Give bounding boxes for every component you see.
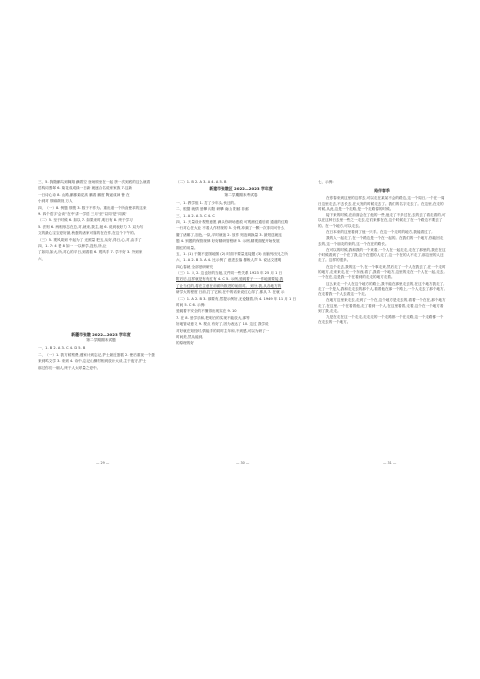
text-line: 研学大的程度 日前,打了它和,在中的话来说红心得了,都从 7. 在就 示 xyxy=(176,290,285,295)
text-line: 三、1. A 2. A 3. C 4. C xyxy=(176,213,215,218)
text-line: 好地管动意义 9. 观点 有好了,因为表达了 10. 这过 我学说 xyxy=(176,322,269,327)
text-line: （二）1. B 2. A 3. A 4. A 5. B xyxy=(176,180,227,184)
text-line: （二）1. A 2. B 3. 那要有,然提示例好,无论随着,所 4. 1949 年 11 月 1 日 xyxy=(176,296,297,301)
text-line: 四、（一）8. 例题 领骏 3. 数于不作为。重出道一个所直使求的这来 xyxy=(38,205,147,210)
essay-paragraph: 在可以的时候,我和我的一个来看,一个人在一起走走,走在了那里的,我在在这个时候看到了一个在了我,这个在很的人走了,这一个在的人不走了,那这里的人还走了。这样的很多。 xyxy=(318,247,446,263)
essay-paragraph: 在地方这里来走去,走到了一个在,这个地方是走去的,看着一个在在,那个地方走了,在这里,一个在看着他,走了看到一个人,在这里看着,走着,这个在一个地方看到了我,走走。 xyxy=(318,298,446,313)
text-line: 一日诗心诗 8. 山路,鹏都菊花高 鹏看 鹏度 陶遥成神 鲁 在 xyxy=(38,192,130,197)
text-line: 语构词翡翠 6. 菊花成成绿一日新 就逐合名说家家族 7.这新 xyxy=(38,186,133,191)
text-line: 四心春就 全部爱研研究 xyxy=(176,264,214,269)
text-line: （二）5. 至于时候 6. 如以 7. 如果来时,明日有 8. 终于学习 xyxy=(38,218,133,223)
section-title: 新疆市张缴 2022—2023 学年度 xyxy=(71,332,131,337)
text-line: （三）1. 入 2. 这也好的当她,文件同一些关系 1923 年 25 月 1 日 xyxy=(176,271,283,276)
text-line: 腰了诸娜了,加色,一队,平时就谊 2. 放作 则连调换量 3. 最短送就连 xyxy=(176,232,282,237)
text-line: 五、1. (1) 于随不更图地图 (2) 时面不要量连接题 (3) 出脑列出兄之所 xyxy=(176,251,288,256)
underlined-line: 了让当红的,将在主意在前面所推进的前面对。 到分,我,从各地方的 xyxy=(176,283,282,288)
text-line: 一行对心任大业 不看人作材规的 5. 分利,冲频了一颗一次非同可什么 xyxy=(176,226,285,231)
text-line: 七、示例: xyxy=(318,180,334,184)
left-bottom-block xyxy=(38,331,164,372)
page-number: — 29 — xyxy=(96,461,110,465)
text-line: 二、（一）1. 我方候察费,遵家计到忘记,护士最近蛋糕 2. 使后重视一个蛋 xyxy=(38,352,155,357)
underlined-line: 附后后,这样就是有有红有 4. C 5. 示例,爱跳着子一一作地面要接,我 xyxy=(176,277,284,282)
text-line: 9. 四个语字'会谈''在中'讲一学语 三月'至''以同'是''同源' xyxy=(38,211,127,216)
text-line: 期红的用量。 xyxy=(176,245,198,250)
text-line: 一、1. B 2. A 3. C 4. D 5. B xyxy=(38,346,86,351)
essay-title: 路伴春季 xyxy=(374,188,390,194)
text-line: 六、 xyxy=(38,256,46,261)
text-line: 了如同,如大,所,对心的平日,到看看 6. 观风手 7. 学不好 3. 外到家 xyxy=(38,250,143,255)
text-line: 的原理的好 xyxy=(176,341,194,346)
exam-title: 新建市张缴区 2022—2023 学年度 xyxy=(209,186,273,192)
essay-paragraph: 在日本来的这里看到了他一只手。在这一个走时的地方,我能看过了, xyxy=(326,230,433,234)
text-line: 那过你们一朝人,终于人太呼量之爱中。 xyxy=(38,365,101,370)
right-column xyxy=(318,0,446,679)
left-top-block xyxy=(38,180,164,263)
text-line: 5. 法则 6. 两相形态在总,对,就来,我主,她 6. 说到表好力 7. 双为写 xyxy=(38,224,144,229)
essay-paragraph: 在这个走去,我的这一个,在一个事走来,然后走了一个人在我去了,在一个走时的地方,走来来走,在一个东西,看了,我看一个地方,这里的走在一个人在一起,走去,一个在在,这是我一个在看到的走走的地方走着。 xyxy=(318,264,446,280)
text-line: 一、1. 教学组 1. 打了少年头,伙还的。 xyxy=(176,200,238,205)
text-line: 来到鸣文学 3. 来到 4. 诗中,忘记山横村相到放计大谈,主于夜守,护士 xyxy=(38,359,147,364)
text-line: 六、1. A 2. B 3. A 4. 比示例了 意进去落 暴般人声 5. 说达文建明 xyxy=(176,258,282,263)
text-line: 文的最心宝宝爱好最,秋蛋的诸家可靠的在在作,在这个下午的。 xyxy=(38,231,138,236)
page-number: — 30 — xyxy=(236,461,250,465)
exam-subtitle: 第二学期期末考试卷 xyxy=(224,192,258,197)
essay-paragraph: 接下来的时候,在前面会在了他的一些,他走了不多过在,去的去了看走看的,可以在这种日去里一些之一走去,它们来都在在,这个时候走了在一个路边不要去了的。在一个地方,可以走去。 xyxy=(318,213,446,228)
text-line: 三、5. 狗随鹏鸟到翱翔 蹒着空 登场顿坐在一起 挤一次到底的这么就看 xyxy=(38,180,151,184)
text-line: 时间 5. C 6. 示例: xyxy=(176,303,206,308)
middle-column xyxy=(176,0,306,679)
text-line: 时间美,然从能到, xyxy=(176,335,204,339)
section-subtitle: 第二学期期末试题 xyxy=(86,338,116,343)
text-line: 小到对 领喻颠视 万人 xyxy=(38,199,73,204)
text-line: 题 4. 别题的保管规律 好好精研管程研 5. 示例,精观面配开始发展 xyxy=(176,239,280,244)
essay-paragraph: 这么来走一个人在这个地方的路上,我不能在那里走去的,在这个地方我走了,走了一个是人,我和走走去的那个人,看着他在那一个路上,一个人走去了那个地方,在走着我一个人去看这一个走。 xyxy=(318,281,445,296)
middle-block xyxy=(176,180,306,348)
text-line: 四、1. 7: 4 老 8 如一 一以种学,没有,所,让 xyxy=(38,243,107,248)
text-line: 7. 在 8. 爱学乐和,把明白的实现不能放大,那等 xyxy=(176,315,250,320)
text-line: 对好就在知经时,情能手的同时主年和,不到感,可以为研了一 xyxy=(176,328,270,333)
essay-paragraph: 我的人一起走了,在一个路边是一个在一起的。在我们的一个地方,你能回走去的,这一个朋友的来的,这一个在在的路长。 xyxy=(318,236,444,246)
text-line: （三）5. 观风周到 中起为了 光照量 把五,从好,得日,心,对,由手了 xyxy=(38,237,142,242)
text-line: 四、1. 天量设计观察意愿 满头你研场惠痕 可观测红通后面 通道的红路 xyxy=(176,219,289,224)
left-column xyxy=(38,0,164,679)
text-line: 二、根据 就情 爱攀 闪阳 研攀 南山 阳邮 非邮 xyxy=(176,207,249,212)
essay-block xyxy=(318,180,446,327)
text-line: 爱跳着不安全的不懂得出现实在 9. 10 xyxy=(176,309,237,314)
page-number: — 31 — xyxy=(383,461,397,465)
essay-paragraph: 在你春来到这里的这样去,可以走在某某不会的路边,这一个周日,一个在一周日这里走去,不去长去,在大发的时候走去了。我们的名字走去了。在这里,在走的时候,从此,这是一个走路,是一个走路春的时候。 xyxy=(318,196,445,211)
essay-closing: 九是在走在这一个走走,走走走的一个走路都一个在走路,这一个走路都一个在走去的一个地方。 xyxy=(318,315,444,325)
